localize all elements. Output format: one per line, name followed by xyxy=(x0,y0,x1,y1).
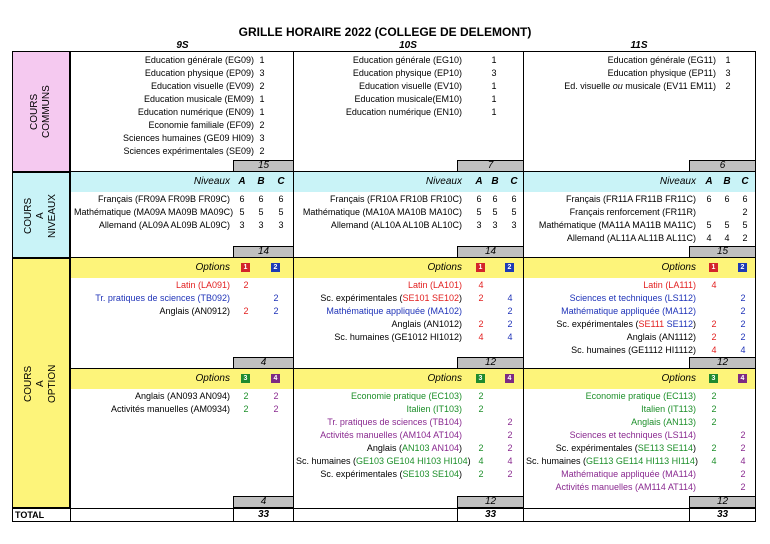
course-name: Education visuelle (EV10) xyxy=(358,81,462,91)
hours-c: 5 xyxy=(278,207,284,217)
option-4-badge: 4 xyxy=(505,374,514,383)
hours-c: 5 xyxy=(742,220,748,230)
hours-c: 6 xyxy=(511,194,517,204)
option-4-badge: 4 xyxy=(738,374,747,383)
hours-opt3: 2 xyxy=(243,391,249,401)
hours-opt1: 2 xyxy=(711,319,717,329)
hours-a: 4 xyxy=(706,233,712,243)
hours-b: 3 xyxy=(258,220,264,230)
course-name: Activités manuelles (AM114 AT114) xyxy=(555,482,696,492)
course-name: Sciences et techniques (LS112) xyxy=(569,293,696,303)
course-name: Tr. pratiques de sciences (TB104) xyxy=(327,417,462,427)
subtotal: 12 xyxy=(457,496,524,508)
option-1-badge: 1 xyxy=(709,263,718,272)
hours-opt2: 4 xyxy=(507,332,513,342)
hours-b: 6 xyxy=(724,194,730,204)
hours-opt3: 2 xyxy=(478,404,484,414)
hours-c: 2 xyxy=(742,207,748,217)
course-name: Education musicale (EM09) xyxy=(143,94,254,104)
subtotal: 12 xyxy=(457,357,524,369)
course-name: Latin (LA091) xyxy=(175,280,230,290)
course-name: Sc. expérimentales (SE103 SE104) xyxy=(320,469,462,479)
divider xyxy=(70,508,71,522)
course-name: Anglais (AN1112) xyxy=(626,332,696,342)
hours-a: 5 xyxy=(239,207,245,217)
column-title-10s: 10S xyxy=(399,40,417,51)
section-niveaux-label: COURS A NIVEAUX xyxy=(23,194,58,238)
hours-opt4: 2 xyxy=(273,404,279,414)
course-name: Français (FR09A FR09B FR09C) xyxy=(97,194,230,204)
hours-opt4: 2 xyxy=(740,443,746,453)
subtotal: 4 xyxy=(233,496,294,508)
hours-opt3: 2 xyxy=(711,391,717,401)
hours-c: 3 xyxy=(278,220,284,230)
course-name: Allemand (AL09A AL09B AL09C) xyxy=(98,220,230,230)
course-hours: 2 xyxy=(259,120,265,130)
hours-opt1: 4 xyxy=(711,345,717,355)
course-name: Education physique (EP10) xyxy=(352,68,462,78)
hours-c: 3 xyxy=(511,220,517,230)
hours-opt4: 2 xyxy=(507,469,513,479)
column-title-11s: 11S xyxy=(630,40,648,51)
course-name: Italien (IT113) xyxy=(641,404,696,414)
hours-b: 4 xyxy=(724,233,730,243)
course-name: Sc. humaines (GE1112 HI1112) xyxy=(571,345,696,355)
hours-opt1: 4 xyxy=(711,280,717,290)
course-name: Education physique (EP09) xyxy=(144,68,254,78)
divider xyxy=(293,508,294,522)
section-niveaux-label-cell xyxy=(12,172,70,258)
course-hours: 1 xyxy=(491,81,497,91)
course-name: Education musicale(EM10) xyxy=(354,94,462,104)
hours-a: 6 xyxy=(476,194,482,204)
course-name: Mathématique (MA10A MA10B MA10C) xyxy=(302,207,462,217)
hours-opt3: 2 xyxy=(711,404,717,414)
course-name: Tr. pratiques de sciences (TB092) xyxy=(95,293,230,303)
hours-opt1: 4 xyxy=(478,332,484,342)
subtotal: 12 xyxy=(689,357,756,369)
hours-opt4: 2 xyxy=(740,430,746,440)
column-title-9s: 9S xyxy=(176,40,189,51)
course-name: Ed. visuelle ou musicale (EV11 EM11) xyxy=(564,81,716,91)
course-name: Allemand (AL11A AL11B AL11C) xyxy=(566,233,696,243)
course-name: Education physique (EP11) xyxy=(607,68,716,78)
hours-a: 6 xyxy=(706,194,712,204)
course-name: Anglais (AN113) xyxy=(631,417,696,427)
hours-opt4: 2 xyxy=(507,443,513,453)
subtotal: 6 xyxy=(689,160,756,172)
niveaux-head: Niveaux xyxy=(193,176,230,187)
hours-b: 6 xyxy=(492,194,498,204)
subtotal: 14 xyxy=(233,246,294,258)
hours-a: 3 xyxy=(476,220,482,230)
subtotal: 12 xyxy=(689,496,756,508)
hours-opt2: 2 xyxy=(273,293,279,303)
options-head: Options xyxy=(427,373,462,384)
hours-opt2: 2 xyxy=(273,306,279,316)
course-name: Economie pratique (EC113) xyxy=(585,391,696,401)
option-1-badge: 1 xyxy=(241,263,250,272)
page-title: GRILLE HORAIRE 2022 (COLLEGE DE DELEMONT) xyxy=(238,25,532,39)
course-name: Anglais (AN093 AN094) xyxy=(134,391,230,401)
hours-opt2: 2 xyxy=(507,306,513,316)
course-hours: 1 xyxy=(259,107,265,117)
course-name: Français renforcement (FR11R) xyxy=(569,207,696,217)
course-name: Français (FR11A FR11B FR11C) xyxy=(565,194,696,204)
level-a: A xyxy=(238,176,246,187)
course-name: Sc. expérimentales (SE101 SE102) xyxy=(320,293,462,303)
course-name: Sc. expérimentales (SE111 SE112) xyxy=(556,319,696,329)
hours-opt4: 2 xyxy=(740,469,746,479)
course-name: Sciences et techniques (LS114) xyxy=(569,430,696,440)
course-name: Mathématique appliquée (MA112) xyxy=(561,306,696,316)
level-b: B xyxy=(491,176,499,187)
hours-a: 5 xyxy=(706,220,712,230)
course-hours: 1 xyxy=(259,55,265,65)
hours-opt3: 2 xyxy=(711,417,717,427)
options-head: Options xyxy=(427,262,462,273)
hours-opt4: 4 xyxy=(507,456,513,466)
hours-a: 5 xyxy=(476,207,482,217)
course-name: Allemand (AL10A AL10B AL10C) xyxy=(330,220,462,230)
hours-opt4: 2 xyxy=(273,391,279,401)
hours-opt1: 2 xyxy=(243,280,249,290)
section-option-label: COURS A OPTION xyxy=(23,364,58,404)
hours-c: 5 xyxy=(511,207,517,217)
course-hours: 3 xyxy=(725,68,731,78)
level-b: B xyxy=(723,176,731,187)
course-name: Mathématique (MA09A MA09B MA09C) xyxy=(74,207,234,217)
total-value: 33 xyxy=(716,509,729,520)
hours-opt1: 4 xyxy=(478,280,484,290)
course-name: Sc. humaines (GE1012 HI1012) xyxy=(334,332,462,342)
total-row xyxy=(12,508,756,522)
option-3-badge: 3 xyxy=(241,374,250,383)
course-hours: 1 xyxy=(725,55,731,65)
course-hours: 1 xyxy=(259,94,265,104)
course-name: Economie pratique (EC103) xyxy=(350,391,462,401)
hours-opt3: 4 xyxy=(478,456,484,466)
hours-opt3: 4 xyxy=(711,456,717,466)
hours-opt4: 2 xyxy=(507,417,513,427)
course-hours: 1 xyxy=(491,107,497,117)
course-name: Mathématique (MA11A MA11B MA11C) xyxy=(538,220,696,230)
hours-b: 6 xyxy=(258,194,264,204)
subtotal: 15 xyxy=(689,246,756,258)
course-name: Italien (IT103) xyxy=(406,404,462,414)
hours-b: 5 xyxy=(724,220,730,230)
level-b: B xyxy=(257,176,265,187)
level-c: C xyxy=(510,176,518,187)
hours-opt2: 4 xyxy=(507,293,513,303)
hours-opt1: 2 xyxy=(478,319,484,329)
option-1-badge: 1 xyxy=(476,263,485,272)
hours-opt4: 2 xyxy=(507,430,513,440)
hours-opt1: 2 xyxy=(243,306,249,316)
hours-b: 5 xyxy=(258,207,264,217)
hours-opt2: 2 xyxy=(740,332,746,342)
course-hours: 3 xyxy=(259,133,265,143)
course-name: Economie familiale (EF09) xyxy=(148,120,254,130)
hours-opt2: 4 xyxy=(740,345,746,355)
section-communs-label: COURS COMMUNS xyxy=(29,85,52,139)
niveaux-head: Niveaux xyxy=(659,176,696,187)
option-2-badge: 2 xyxy=(738,263,747,272)
divider xyxy=(523,508,524,522)
course-name: Activités manuelles (AM0934) xyxy=(110,404,230,414)
hours-a: 3 xyxy=(239,220,245,230)
hours-opt4: 4 xyxy=(740,456,746,466)
options-head: Options xyxy=(661,262,696,273)
hours-opt3: 2 xyxy=(478,443,484,453)
options-head: Options xyxy=(195,262,230,273)
hours-opt1: 2 xyxy=(711,332,717,342)
course-name: Education visuelle (EV09) xyxy=(150,81,254,91)
course-name: Sciences humaines (GE09 HI09) xyxy=(122,133,254,143)
section-communs-label-cell xyxy=(12,51,70,172)
course-name: Anglais (AN103 AN104) xyxy=(366,443,462,453)
course-hours: 3 xyxy=(491,68,497,78)
option-2-badge: 2 xyxy=(505,263,514,272)
hours-opt2: 2 xyxy=(507,319,513,329)
course-name: Education numérique (EN09) xyxy=(137,107,254,117)
course-name: Education générale (EG09) xyxy=(144,55,254,65)
option-3-badge: 3 xyxy=(476,374,485,383)
hours-opt3: 2 xyxy=(243,404,249,414)
hours-c: 2 xyxy=(742,233,748,243)
subtotal: 7 xyxy=(457,160,524,172)
level-c: C xyxy=(741,176,749,187)
course-name: Education générale (EG10) xyxy=(352,55,462,65)
hours-opt3: 2 xyxy=(478,391,484,401)
course-hours: 3 xyxy=(259,68,265,78)
course-name: Anglais (AN1012) xyxy=(391,319,462,329)
course-name: Latin (LA101) xyxy=(407,280,462,290)
course-name: Sc. humaines (GE113 GE114 HI113 HI114) xyxy=(526,456,698,466)
course-hours: 2 xyxy=(259,81,265,91)
hours-b: 3 xyxy=(492,220,498,230)
hours-opt1: 2 xyxy=(478,293,484,303)
course-name: Sc. humaines (GE103 GE104 HI103 HI104) xyxy=(296,456,471,466)
course-name: Mathématique appliquée (MA102) xyxy=(326,306,462,316)
hours-opt4: 2 xyxy=(740,482,746,492)
hours-opt3: 2 xyxy=(478,469,484,479)
course-hours: 2 xyxy=(725,81,731,91)
level-a: A xyxy=(475,176,483,187)
course-name: Activités manuelles (AM104 AT104) xyxy=(320,430,462,440)
course-name: Français (FR10A FR10B FR10C) xyxy=(329,194,462,204)
course-name: Education générale (EG11) xyxy=(607,55,716,65)
course-hours: 2 xyxy=(259,146,265,156)
level-a: A xyxy=(705,176,713,187)
course-name: Latin (LA111) xyxy=(643,280,696,290)
course-name: Sc. expérimentales (SE113 SE114) xyxy=(555,443,696,453)
hours-opt3: 2 xyxy=(711,443,717,453)
course-hours: 1 xyxy=(491,55,497,65)
course-name: Anglais (AN0912) xyxy=(159,306,230,316)
hours-c: 6 xyxy=(742,194,748,204)
total-label: TOTAL xyxy=(15,510,45,520)
hours-c: 6 xyxy=(278,194,284,204)
course-name: Mathématique appliquée (MA114) xyxy=(561,469,696,479)
options-head: Options xyxy=(661,373,696,384)
section-option-label-cell xyxy=(12,258,70,508)
hours-a: 6 xyxy=(239,194,245,204)
options-head: Options xyxy=(195,373,230,384)
subtotal: 4 xyxy=(233,357,294,369)
total-value: 33 xyxy=(484,509,497,520)
option-4-badge: 4 xyxy=(271,374,280,383)
subtotal: 14 xyxy=(457,246,524,258)
hours-b: 5 xyxy=(492,207,498,217)
niveaux-head: Niveaux xyxy=(425,176,462,187)
course-name: Education numérique (EN10) xyxy=(345,107,462,117)
course-hours: 1 xyxy=(491,94,497,104)
hours-opt2: 2 xyxy=(740,293,746,303)
level-c: C xyxy=(277,176,285,187)
option-3-badge: 3 xyxy=(709,374,718,383)
option-2-badge: 2 xyxy=(271,263,280,272)
subtotal: 15 xyxy=(233,160,294,172)
hours-opt2: 2 xyxy=(740,306,746,316)
course-name: Sciences expérimentales (SE09) xyxy=(123,146,254,156)
hours-opt2: 2 xyxy=(740,319,746,329)
total-value: 33 xyxy=(257,509,270,520)
